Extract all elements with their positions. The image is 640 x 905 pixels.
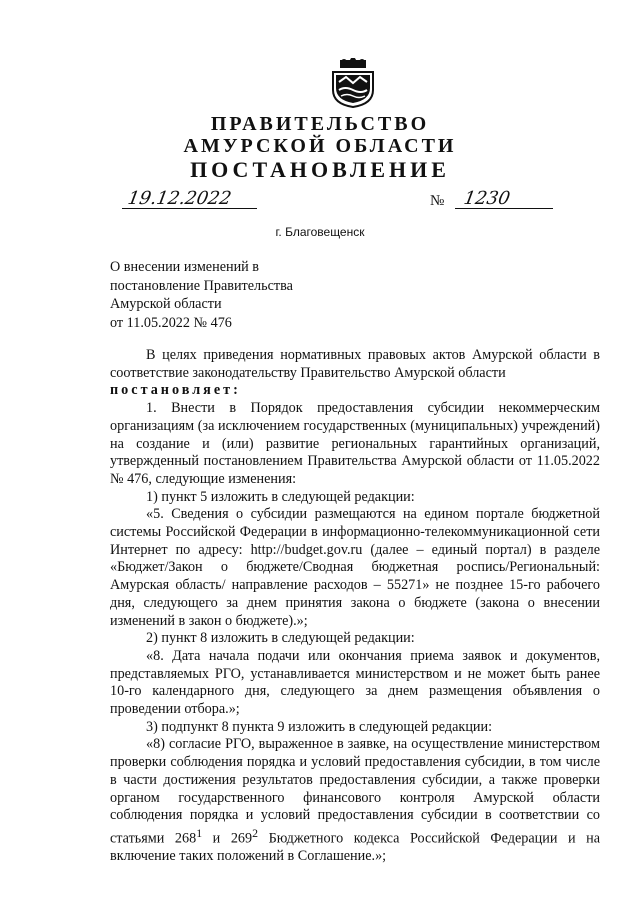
subitem-3-text bbox=[110, 736, 600, 866]
subitem-3-heading: 3) подпункт 8 пункта 9 изложить в следующей редакции: bbox=[146, 718, 493, 735]
subject-line: Амурской области bbox=[110, 296, 222, 313]
number-sign: № bbox=[430, 193, 445, 209]
subitem-3-text-c: Бюджетного кодекса Российской Федерации и на включение таких положений в Соглашение.»; bbox=[110, 830, 601, 865]
date-underline bbox=[122, 208, 257, 209]
subject-line: О внесении изменений в bbox=[110, 259, 260, 275]
document-number: 1230 bbox=[462, 188, 512, 209]
subitem-2-text: «8. Дата начала подачи или окончания приема заявок и документов, представляемых РГО, устанавливается министерством и не может быть ранее 10-го календарного дня, следующего за днем размещения объявления о проведении отбора.»; bbox=[110, 647, 600, 718]
government-title: ПРАВИТЕЛЬСТВО bbox=[210, 113, 430, 135]
document-body bbox=[110, 347, 600, 866]
subitem-1-heading: 1) пункт 5 изложить в следующей редакции: bbox=[146, 488, 415, 505]
superscript-2: 2 bbox=[252, 825, 259, 840]
intro-paragraph: В целях приведения нормативных правовых актов Амурской области в соответствие законодательству Правительство Амурской области bbox=[110, 347, 600, 381]
item-1-paragraph: 1. Внести в Порядок предоставления субсидии некоммерческим организациям (за исключением государственных (муниципальных) учреждений) на создание и (или) развитие региональных гарантийных организаций, утвержденный постановлением Правительства Амурской области от 11.05.2022 № 476, следующие изменения: bbox=[110, 400, 600, 487]
document-type-title: ПОСТАНОВЛЕНИЕ bbox=[190, 157, 450, 182]
resolves-label: постановляет: bbox=[110, 382, 241, 399]
subitem-3-text-a: «8) согласие РГО, выраженное в заявке, на осуществление министерством проверки соблюдения порядка и условий предоставления субсидии, в том числе в части достижения результатов предоставления субсидии, а также проверки органом государственного финансового контроля Амурской области соблюдения порядка и условий предоставления субсидии в соответствии со статьями 268 bbox=[110, 736, 600, 847]
subject-line: от 11.05.2022 № 476 bbox=[110, 314, 232, 331]
document-date: 19.12.2022 bbox=[126, 188, 233, 209]
subitem-2-heading: 2) пункт 8 изложить в следующей редакции: bbox=[146, 630, 415, 647]
subject-line: постановление Правительства bbox=[110, 277, 293, 294]
coat-of-arms-emblem bbox=[330, 58, 376, 108]
document-subject bbox=[110, 258, 293, 332]
region-title: АМУРСКОЙ ОБЛАСТИ bbox=[183, 135, 457, 157]
subitem-1-text: «5. Сведения о субсидии размещаются на едином портале бюджетной системы Российской Федерации в информационно-телекоммуникационной сети Интернет по адресу: http://budget.gov.ru (далее – единый портал) в разделе «Бюджет/Закон о бюджете/Сводная бюджетная роспись/Региональный: Амурская область/ направление расходов – 55271» не позднее 15-го рабочего дня, следующего за днем принятия закона о бюджете (закона о внесении изменений в закон о бюджете).»; bbox=[110, 506, 600, 629]
superscript-1: 1 bbox=[196, 825, 203, 840]
number-underline bbox=[455, 208, 553, 209]
city-label: г. Благовещенск bbox=[275, 225, 365, 239]
subitem-3-text-b: и 269 bbox=[202, 830, 253, 847]
